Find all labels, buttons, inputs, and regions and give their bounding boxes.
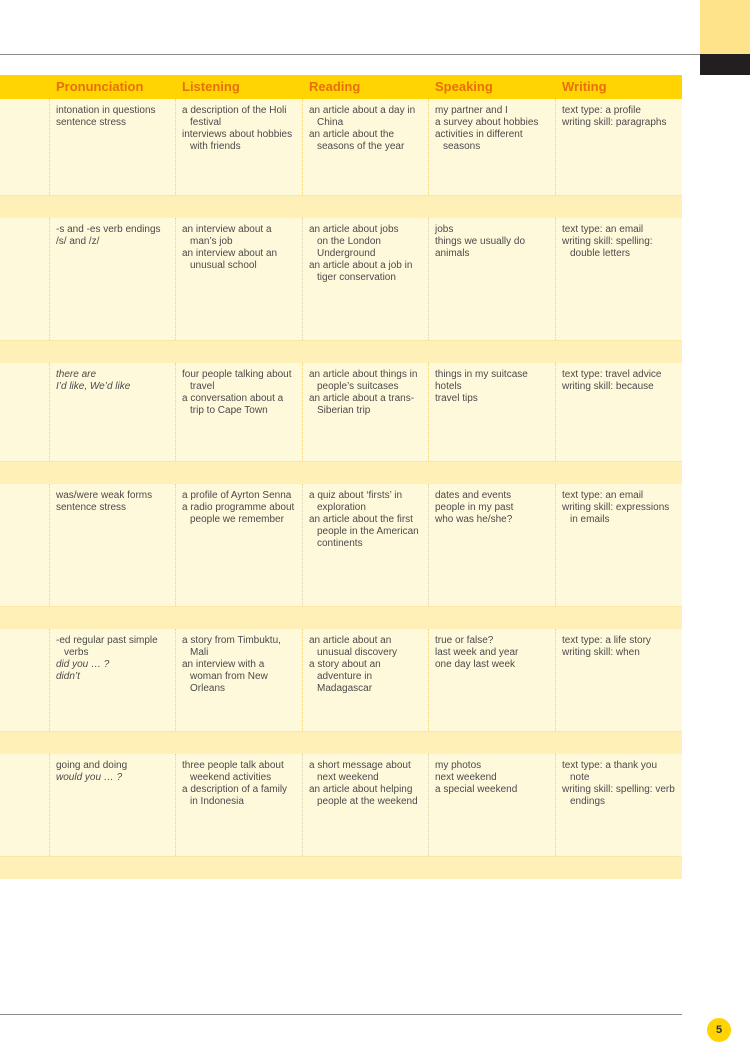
cell-line: text type: a profile [562,105,641,116]
cell-line: things we usually do [435,236,526,247]
cell-reading [309,760,429,808]
cell-line: there are [56,369,97,380]
column-divider [49,99,50,195]
cell-line: weekend activities [190,772,272,783]
cell-listening [182,490,302,526]
cell-writing [562,635,680,659]
cell-line: writing skill: when [562,647,640,658]
cell-line: text type: an email [562,490,644,501]
column-divider [555,363,556,461]
cell-line: a short message about [309,760,411,771]
cell-line: on the London [317,236,381,247]
cell-line: sentence stress [56,117,127,128]
cell-line: an article about the first [309,514,413,525]
cell-line: a story from Timbuktu, [182,635,281,646]
cell-writing [562,760,680,808]
cell-line: interviews about hobbies [182,129,293,140]
cell-line: an article about helping [309,784,413,795]
cell-pronunciation [56,635,176,683]
column-divider [555,218,556,340]
cell-line: a story about an [309,659,381,670]
cell-line: a quiz about ‘firsts’ in [309,490,403,501]
cell-line: an interview with a [182,659,265,670]
cell-speaking [435,105,555,153]
cell-line: activities in different [435,129,523,140]
row-separator [0,462,682,484]
cell-line: in emails [570,514,610,525]
column-divider [302,754,303,856]
table-header [0,75,682,99]
column-divider [302,218,303,340]
cell-line: tiger conservation [317,272,396,283]
cell-line: continents [317,538,363,549]
cell-line: people’s suitcases [317,381,399,392]
cell-line: Mali [190,647,209,658]
cell-line: next weekend [435,772,497,783]
corner-tab [700,0,750,54]
cell-line: animals [435,248,470,259]
cell-line: a radio programme about [182,502,295,513]
row-separator [0,857,682,879]
cell-line: an article about a trans- [309,393,415,404]
table-row [0,99,682,196]
cell-line: endings [570,796,606,807]
cell-pronunciation [56,760,176,784]
cell-line: a description of the Holi [182,105,287,116]
cell-line: text type: travel advice [562,369,662,380]
table-row [0,363,682,462]
table-row [0,629,682,732]
cell-pronunciation [56,105,176,129]
cell-line: would you … ? [56,772,123,783]
cell-reading [309,635,429,695]
cell-line: Madagascar [317,683,373,694]
cell-writing [562,224,680,260]
cell-line: Underground [317,248,376,259]
cell-line: true or false? [435,635,494,646]
cell-line: hotels [435,381,462,392]
cell-speaking [435,760,555,796]
cell-line: one day last week [435,659,516,670]
cell-line: unusual school [190,260,257,271]
column-divider [302,629,303,731]
cell-line: adventure in [317,671,373,682]
column-divider [49,218,50,340]
cell-line: jobs [435,224,454,235]
cell-line: double letters [570,248,631,259]
column-divider [555,484,556,606]
cell-line: people we remember [190,514,284,525]
cell-line: an interview about an [182,248,278,259]
cell-listening [182,635,302,695]
cell-line: Siberian trip [317,405,371,416]
cell-line: an interview about a [182,224,272,235]
cell-line: text type: an email [562,224,644,235]
cell-reading [309,224,429,284]
cell-line: China [317,117,344,128]
cell-line: people in my past [435,502,514,513]
cell-reading [309,490,429,550]
cell-line: writing skill: spelling: [562,236,653,247]
cell-line: didn’t [56,671,80,682]
cell-line: travel [190,381,215,392]
cell-line: a profile of Ayrton Senna [182,490,292,501]
table-row [0,484,682,607]
cell-speaking [435,490,555,526]
cell-line: dates and events [435,490,512,501]
column-divider [555,629,556,731]
cell-line: who was he/she? [435,514,513,525]
cell-reading [309,369,429,417]
column-divider [555,99,556,195]
cell-line: /s/ and /z/ [56,236,100,247]
cell-line: text type: a life story [562,635,651,646]
row-separator [0,341,682,363]
cell-line: four people talking about [182,369,292,380]
cell-line: seasons [443,141,481,152]
cell-line: a special weekend [435,784,518,795]
cell-line: my partner and I [435,105,508,116]
cell-line: people in the American [317,526,419,537]
cell-line: exploration [317,502,366,513]
cell-line: I’d like, We’d like [56,381,131,392]
cell-line: going and doing [56,760,128,771]
cell-pronunciation [56,369,176,393]
cell-line: was/were weak forms [56,490,153,501]
row-separator [0,196,682,218]
header-pronunciation: Pronunciation [56,79,144,94]
top-rule [0,54,700,55]
column-divider [49,363,50,461]
bottom-rule [0,1014,682,1015]
cell-line: an article about a job in [309,260,413,271]
cell-line: a survey about hobbies [435,117,539,128]
cell-line: my photos [435,760,482,771]
cell-line: writing skill: expressions [562,502,670,513]
cell-line: last week and year [435,647,519,658]
cell-line: in Indonesia [190,796,244,807]
cell-speaking [435,224,555,260]
column-divider [49,754,50,856]
cell-line: an article about jobs [309,224,399,235]
header-reading: Reading [309,79,361,94]
cell-line: writing skill: paragraphs [562,117,667,128]
cell-line: an article about the [309,129,395,140]
cell-speaking [435,635,555,671]
column-divider [302,363,303,461]
cell-line: travel tips [435,393,478,404]
contents-table [0,75,682,879]
column-divider [302,484,303,606]
cell-line: -ed regular past simple [56,635,158,646]
corner-bar [700,54,750,75]
cell-line: things in my suitcase [435,369,528,380]
cell-writing [562,490,680,526]
cell-line: writing skill: spelling: verb [562,784,675,795]
header-speaking: Speaking [435,79,493,94]
cell-line: did you … ? [56,659,110,670]
cell-line: an article about an [309,635,392,646]
cell-pronunciation [56,224,176,248]
cell-speaking [435,369,555,405]
cell-line: Orleans [190,683,226,694]
column-divider [49,629,50,731]
cell-line: writing skill: because [562,381,654,392]
header-writing: Writing [562,79,607,94]
cell-line: unusual discovery [317,647,398,658]
cell-line: a conversation about a [182,393,284,404]
column-divider [555,754,556,856]
cell-line: seasons of the year [317,141,405,152]
cell-line: woman from New [190,671,268,682]
cell-line: man’s job [190,236,233,247]
cell-line: an article about things in [309,369,418,380]
cell-line: a description of a family [182,784,288,795]
header-listening: Listening [182,79,240,94]
cell-listening [182,760,302,808]
cell-writing [562,369,680,393]
table-row [0,754,682,857]
cell-line: intonation in questions [56,105,156,116]
column-divider [302,99,303,195]
cell-line: sentence stress [56,502,127,513]
cell-listening [182,369,302,417]
cell-line: an article about a day in [309,105,416,116]
column-divider [49,484,50,606]
cell-line: verbs [64,647,89,658]
table-row [0,218,682,341]
cell-line: with friends [190,141,241,152]
cell-reading [309,105,429,153]
row-separator [0,732,682,754]
cell-line: note [570,772,590,783]
cell-line: next weekend [317,772,379,783]
cell-writing [562,105,680,129]
cell-line: people at the weekend [317,796,418,807]
cell-line: -s and -es verb endings [56,224,161,235]
cell-line: text type: a thank you [562,760,658,771]
cell-line: trip to Cape Town [190,405,268,416]
page-number: 5 [707,1018,731,1042]
cell-pronunciation [56,490,176,514]
cell-line: three people talk about [182,760,284,771]
row-separator [0,607,682,629]
cell-line: festival [190,117,222,128]
cell-listening [182,224,302,272]
cell-listening [182,105,302,153]
